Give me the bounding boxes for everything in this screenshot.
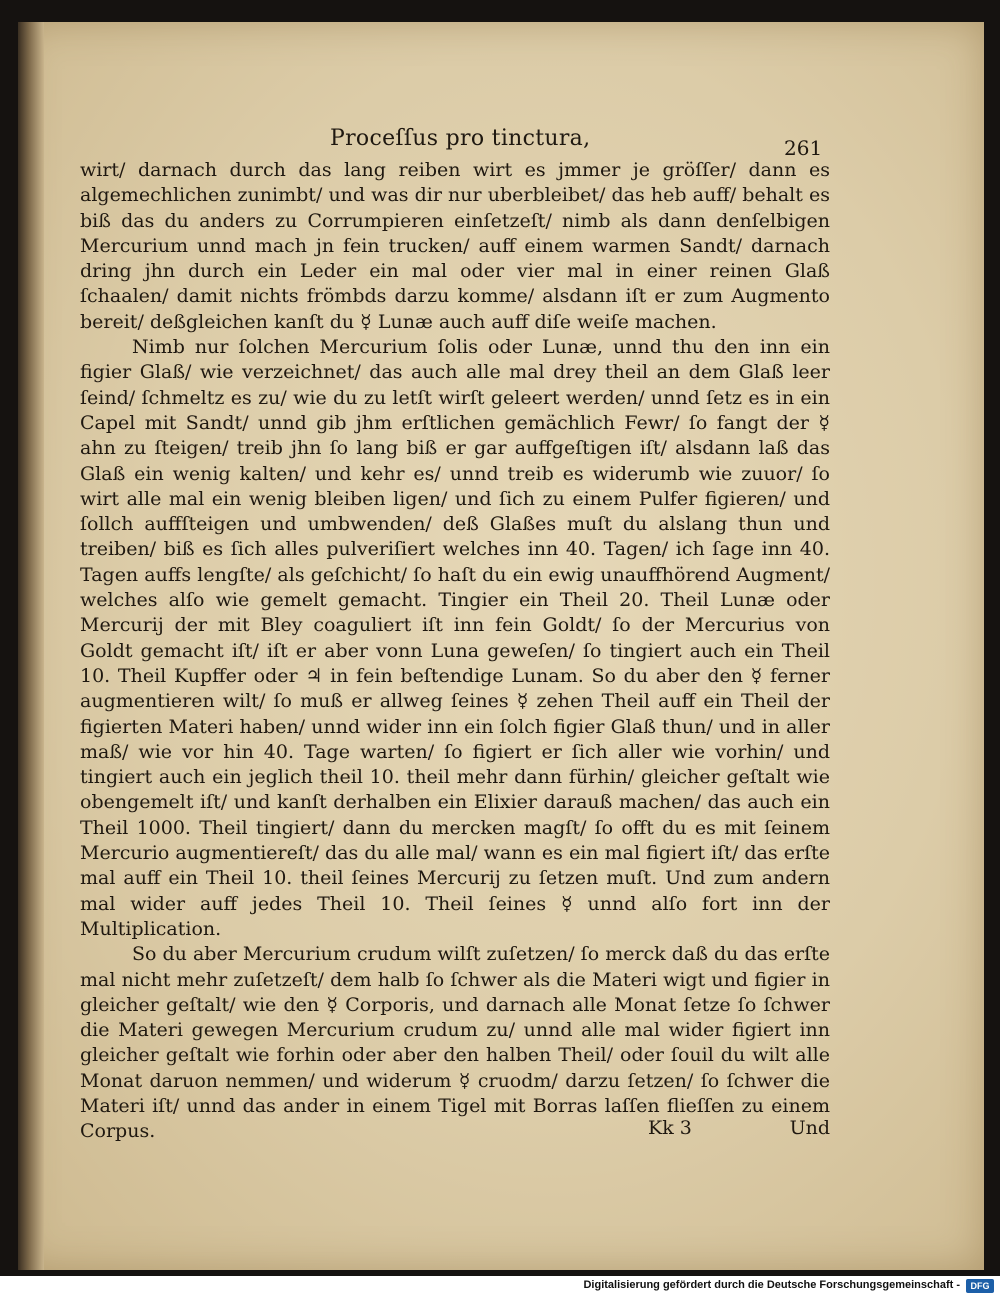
page-header <box>18 126 984 160</box>
body-text <box>80 158 830 1145</box>
paragraph-2: Nimb nur ſolchen Mercurium ſolis oder Lunæ, unnd thu den inn ein figier Glaß/ wie verzeichnet/ das auch alle mal drey theil an dem Glaß leer ſeind/ ſchmeltz es zu/ wie du zu letſt wirſt geleert werden/ unnd ſetz es in ein Capel mit Sandt/ unnd gib jhm erſtlichen gemächlich Fewr/ ſo fangt der ☿ ahn zu ſteigen/ treib jhn ſo lang biß er gar auffgeſtigen iſt/ alsdann laß das Glaß ein wenig kalten/ und kehr es/ unnd treib es widerumb wie zuuor/ ſo wirt alle mal ein wenig bleiben ligen/ und ſich zu einem Pulfer figieren/ und ſollch auffſteigen und umbwenden/ deß Glaßes muſt du alslang thun und treiben/ biß es ſich alles pulveriſiert welches inn 40. Tagen/ ich ſage inn 40. Tagen auffs lengſte/ als geſchicht/ ſo haſt du ein ewig unauffhörend Augment/ welches alſo wie gemelt gemacht. Tingier ein Theil 20. Theil Lunæ oder Mercurij der mit Bley coaguliert iſt inn fein Goldt/ ſo der Mercurius von Goldt gemacht iſt/ iſt er aber vonn Luna geweſen/ ſo tingiert auch ein Theil 10. Theil Kupffer oder ♃ in fein beſtendige Lunam. So du aber den ☿ ferner augmentieren wilt/ ſo muß er allweg ſeines ☿ zehen Theil auff ein Theil der figierten Materi haben/ unnd wider inn ein ſolch figier Glaß thun/ und in aller maß/ wie vor hin 40. Tage warten/ ſo figiert er ſich aller wie vorhin/ und tingiert auch ein jeglich theil 10. theil mehr dann fürhin/ gleicher geſtalt wie obengemelt iſt/ und kanſt derhalben ein Elixier darauß machen/ das auch ein Theil 1000. Theil tingiert/ dann du mercken magſt/ ſo offt du es mit ſeinem Mercurio augmentiereſt/ das du alle mal/ wann es ein mal figiert iſt/ das erſte mal auff ein Theil 10. theil ſeines Mercurij zu ſetzen muſt. Und zum andern mal wider auff jedes Theil 10. Theil ſeines ☿ unnd alſo fort inn der Multiplication. <box>80 336 830 940</box>
dfg-logo-icon: DFG <box>966 1279 994 1293</box>
paragraph-3: So du aber Mercurium crudum wilſt zuſetzen/ ſo merck daß du das erſte mal nicht mehr zuſetzeſt/ dem halb ſo ſchwer als die Materi wigt und figier in gleicher geſtalt/ wie den ☿ Corporis, und darnach alle Monat ſetze ſo ſchwer die Materi gewegen Mercurium crudum zu/ unnd alle mal wider figiert inn gleicher geſtalt wie forhin oder aber den halben Theil/ oder ſouil du wilt alle Monat daruon nemmen/ und widerum ☿ cruodm/ darzu ſetzen/ ſo ſchwer die Materi iſt/ unnd das ander in einem Tigel mit Borras laſſen flieſſen zu einem Corpus. <box>80 943 830 1143</box>
page-gutter <box>18 22 44 1270</box>
paragraph-1: wirt/ darnach durch das lang reiben wirt es jmmer je gröſſer/ dann es algemechlichen zunimbt/ und was dir nur uberbleibet/ das heb auff/ behalt es biß das du anders zu Corrumpieren einſetzeſt/ nimb als dann denſelbigen Mercurium unnd mach jn fein trucken/ auff einem warmen Sandt/ darnach dring jhn durch ein Leder ein mal oder vier mal in einer reinen Glaß ſchaalen/ damit nichts frömbds darzu komme/ alsdann iſt er zum Augmento bereit/ deßgleichen kanſt du ☿ Lunæ auch auff diſe weiſe machen. <box>80 159 830 333</box>
digitization-footer <box>0 1276 1000 1296</box>
funding-credit: Digitalisierung gefördert durch die Deutsche Forschungsgemeinschaft - <box>583 1279 960 1291</box>
catchword: Und <box>789 1117 830 1139</box>
book-page <box>18 22 984 1270</box>
page-number: 261 <box>784 136 823 160</box>
signature-mark: Kk 3 <box>648 1117 692 1139</box>
running-title: Proceſſus pro tinctura, <box>330 126 591 151</box>
catchline <box>80 1117 830 1145</box>
